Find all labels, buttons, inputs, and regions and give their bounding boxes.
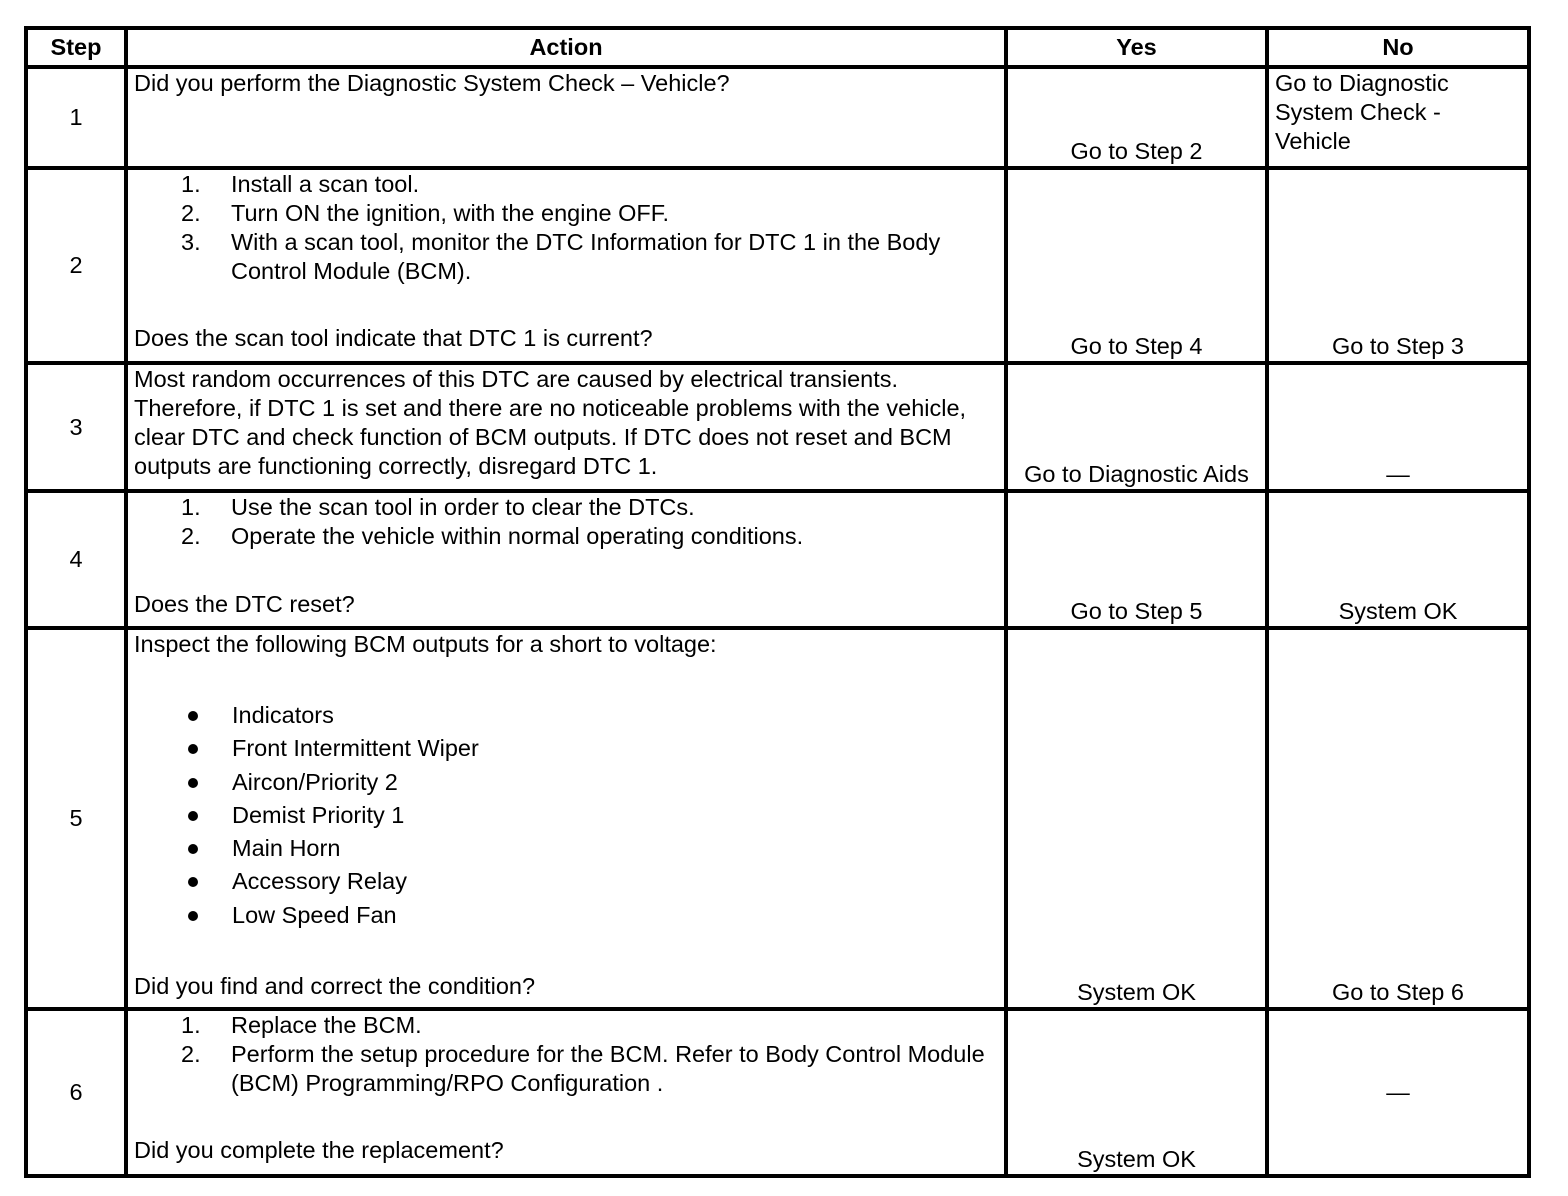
numbered-list (134, 493, 998, 551)
no-result: Go to Step 3 (1267, 168, 1529, 363)
list-item (134, 768, 998, 801)
list-text: Use the scan tool in order to clear the DTCs. (231, 494, 695, 520)
yes-result: Go to Step 5 (1006, 491, 1267, 628)
bullet-dot (188, 877, 198, 887)
table-row (26, 67, 1529, 168)
list-text: Accessory Relay (232, 868, 407, 895)
list-item (134, 1040, 998, 1098)
table-row (26, 168, 1529, 363)
bullet-dot (188, 844, 198, 854)
action-cell (126, 1009, 1006, 1176)
list-number: 2. (181, 523, 201, 549)
action-question: Did you complete the replacement? (134, 1137, 504, 1163)
action-question: Does the DTC reset? (134, 591, 355, 617)
yes-result: System OK (1006, 1009, 1267, 1176)
list-number: 1. (181, 171, 201, 197)
list-text: With a scan tool, monitor the DTC Information for DTC 1 in the Body Control Module (BCM). (231, 229, 941, 284)
numbered-list (134, 1011, 998, 1098)
header-yes: Yes (1006, 28, 1267, 67)
list-item (134, 801, 998, 834)
no-result: — (1267, 1009, 1529, 1176)
table-row (26, 491, 1529, 628)
list-item (134, 867, 998, 900)
header-row (26, 28, 1529, 67)
list-number: 2. (181, 1041, 201, 1067)
list-item (134, 1011, 998, 1040)
action-cell (126, 67, 1006, 168)
list-number: 1. (181, 494, 201, 520)
list-item (134, 701, 998, 734)
header-step: Step (26, 28, 126, 67)
list-text: Install a scan tool. (231, 171, 420, 197)
list-text: Indicators (232, 702, 334, 728)
table-row (26, 363, 1529, 491)
no-result: System OK (1267, 491, 1529, 628)
action-intro: Inspect the following BCM outputs for a short to voltage: (134, 631, 717, 657)
list-item (134, 228, 998, 286)
step-number: 5 (26, 628, 126, 1009)
action-question: Did you find and correct the condition? (134, 973, 536, 1000)
list-number: 2. (181, 200, 201, 226)
step-number: 4 (26, 491, 126, 628)
list-text: Turn ON the ignition, with the engine OFF. (231, 200, 670, 226)
list-item (134, 493, 998, 522)
no-result: Go to Diagnostic System Check - Vehicle (1267, 67, 1529, 168)
list-item (134, 199, 998, 228)
yes-result: Go to Step 4 (1006, 168, 1267, 363)
list-item (134, 901, 998, 934)
diagnostic-table (24, 26, 1531, 1178)
list-text: Demist Priority 1 (232, 801, 405, 828)
list-text: Front Intermittent Wiper (232, 735, 479, 762)
list-text: Low Speed Fan (232, 901, 397, 928)
step-number: 6 (26, 1009, 126, 1176)
action-cell (126, 168, 1006, 363)
action-question: Did you perform the Diagnostic System Check – Vehicle? (134, 70, 730, 96)
list-item (134, 170, 998, 199)
list-item (134, 834, 998, 867)
bullet-dot (188, 744, 198, 754)
bullet-dot (188, 711, 198, 721)
bullet-list (134, 701, 998, 934)
yes-result: Go to Step 2 (1006, 67, 1267, 168)
no-result: — (1267, 363, 1529, 491)
action-paragraph: Most random occurrences of this DTC are caused by electrical transients. Therefore, if DTC 1 is set and there are no noticeable problems with the vehicle, clear DTC and check function of BCM outputs. If DTC does not reset and BCM outputs are functioning correctly, disregard DTC 1. (134, 366, 967, 479)
action-cell (126, 628, 1006, 1009)
header-no: No (1267, 28, 1529, 67)
table-row (26, 1009, 1529, 1176)
list-text: Aircon/Priority 2 (232, 768, 398, 795)
list-text: Main Horn (232, 835, 341, 862)
numbered-list (134, 170, 998, 286)
bullet-dot (188, 911, 198, 921)
action-cell (126, 491, 1006, 628)
list-text: Perform the setup procedure for the BCM. Refer to Body Control Module (BCM) Programming/RPO Configuration . (231, 1041, 985, 1096)
action-cell (126, 363, 1006, 491)
list-number: 1. (181, 1012, 201, 1038)
list-item (134, 522, 998, 551)
bullet-dot (188, 778, 198, 788)
action-question: Does the scan tool indicate that DTC 1 is current? (134, 325, 653, 351)
bullet-dot (188, 811, 198, 821)
list-text: Replace the BCM. (231, 1012, 422, 1038)
list-number: 3. (181, 229, 201, 255)
list-item (134, 734, 998, 767)
header-action: Action (126, 28, 1006, 67)
table-row (26, 628, 1529, 1009)
yes-result: Go to Diagnostic Aids (1006, 363, 1267, 491)
step-number: 2 (26, 168, 126, 363)
no-result: Go to Step 6 (1267, 628, 1529, 1009)
step-number: 3 (26, 363, 126, 491)
yes-result: System OK (1006, 628, 1267, 1009)
list-text: Operate the vehicle within normal operating conditions. (231, 523, 804, 549)
step-number: 1 (26, 67, 126, 168)
